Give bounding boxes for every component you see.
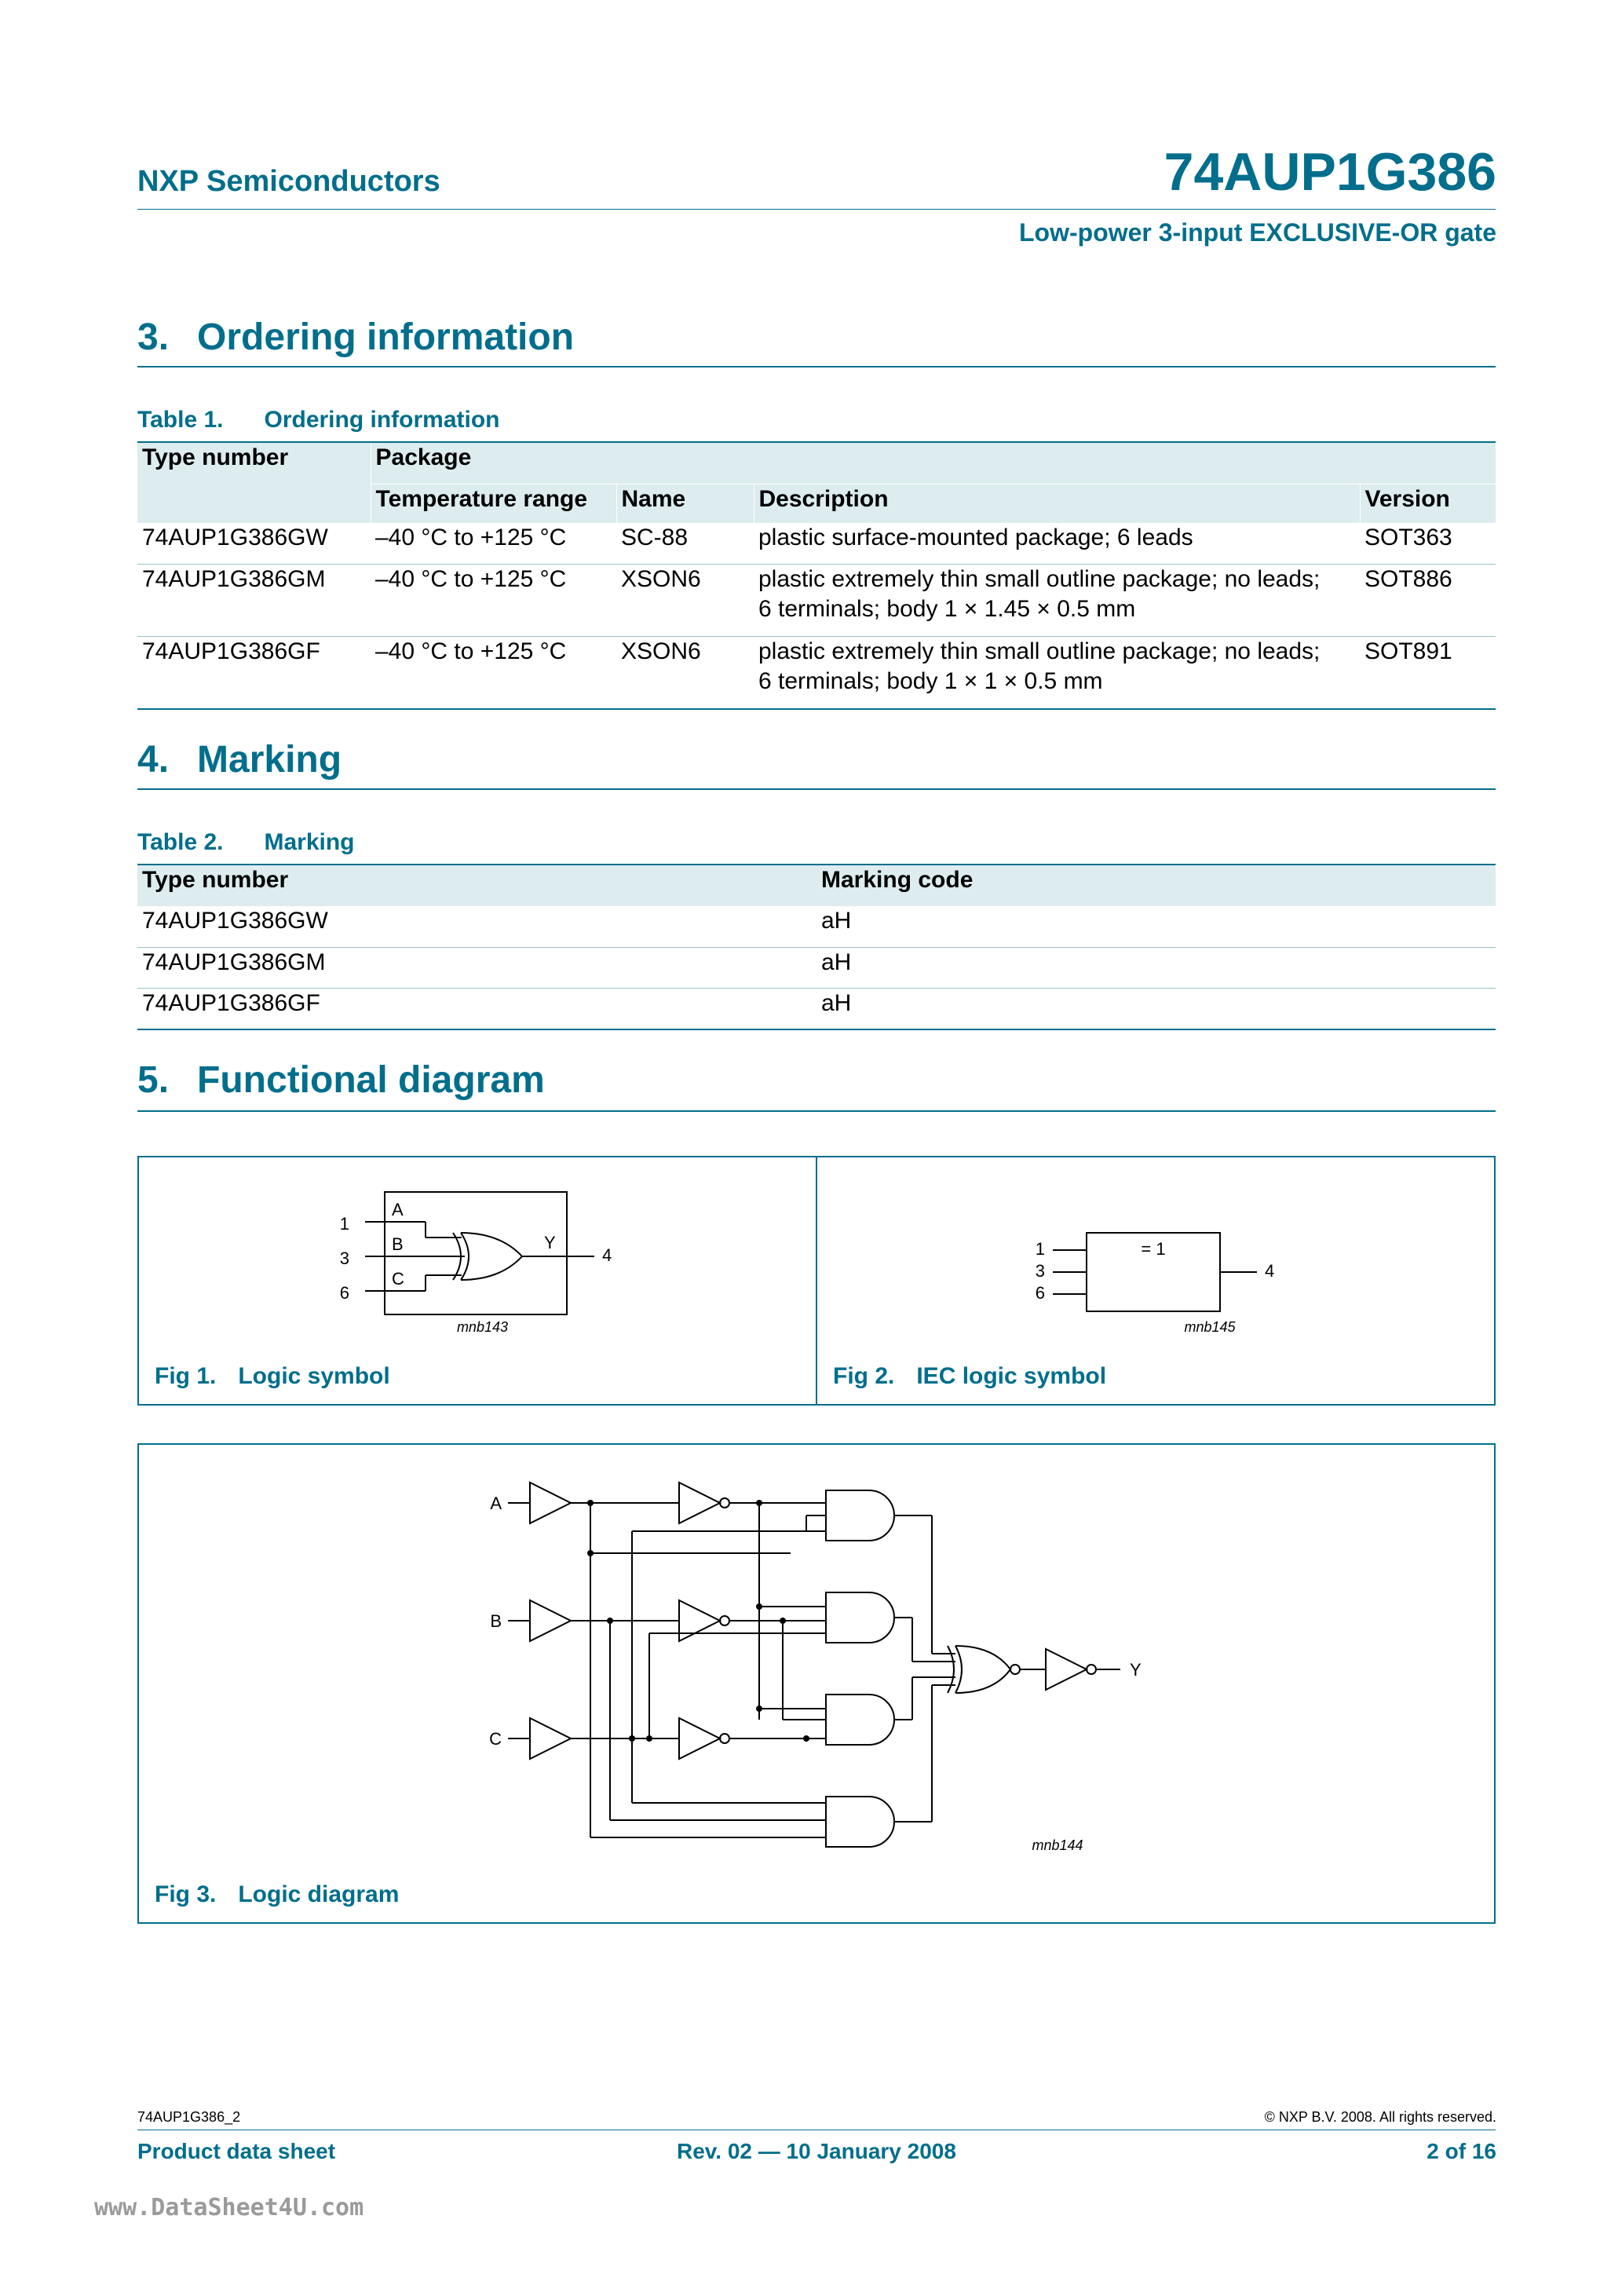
section-3-title: Ordering information	[197, 316, 575, 358]
fig1-pin-4: 4	[602, 1245, 612, 1265]
company-name: NXP Semiconductors	[137, 165, 440, 198]
table-row	[137, 947, 1496, 988]
fig1-drawing-code: mnb143	[456, 1319, 508, 1335]
figure-2-title: IEC logic symbol	[916, 1363, 1107, 1389]
table-1-bottom-rule	[137, 708, 1496, 710]
figure-1-caption	[155, 1363, 390, 1390]
document-subtitle: Low-power 3-input EXCLUSIVE-OR gate	[1018, 218, 1496, 247]
fig2-pin-3: 3	[1035, 1261, 1045, 1281]
fig3-drawing-code: mnb144	[1032, 1837, 1083, 1853]
temperature-range: –40 °C to +125 °C	[375, 638, 567, 664]
type-number: 74AUP1G386GW	[142, 525, 328, 550]
section-3-heading	[137, 316, 574, 359]
table-1-label: Table 1.	[137, 407, 224, 433]
temperature-range: –40 °C to +125 °C	[375, 525, 567, 550]
fig1-pin-1: 1	[339, 1214, 349, 1234]
fig3-output-y: Y	[1130, 1660, 1142, 1680]
section-4-heading	[137, 738, 342, 781]
figure-2-panel	[816, 1156, 1496, 1406]
fig3-input-c: C	[489, 1729, 502, 1749]
fig3-input-b: B	[490, 1611, 502, 1631]
fig3-input-a: A	[490, 1493, 502, 1513]
section-3-rule	[137, 366, 1496, 367]
section-5-rule	[137, 1110, 1496, 1112]
package-name: SC-88	[621, 525, 689, 550]
package-description: plastic surface-mounted package; 6 leads	[758, 525, 1193, 550]
table-1-title: Ordering information	[264, 407, 500, 433]
marking-code: aH	[821, 908, 852, 934]
section-5-number: 5.	[137, 1059, 170, 1101]
marking-table	[137, 865, 1496, 1029]
watermark: www.DataSheet4U.com	[94, 2194, 364, 2221]
figure-1-panel	[137, 1156, 817, 1406]
table-2-caption	[137, 829, 355, 856]
type-number: 74AUP1G386GM	[142, 949, 326, 975]
fig1-pin-6: 6	[339, 1283, 349, 1303]
fig2-qualifier: = 1	[1141, 1239, 1166, 1259]
logic-symbol-diagram	[139, 1157, 816, 1346]
copyright-notice: © NXP B.V. 2008. All rights reserved.	[1264, 2109, 1496, 2125]
type-number: 74AUP1G386GF	[142, 638, 320, 664]
fig2-pin-4: 4	[1265, 1261, 1275, 1281]
fig1-input-b: B	[392, 1234, 404, 1254]
package-version: SOT886	[1364, 565, 1452, 592]
package-description-line-1: plastic extremely thin small outline package; no leads;	[758, 565, 1321, 592]
type-number: 74AUP1G386GW	[142, 908, 328, 934]
ordering-table	[137, 443, 1496, 707]
figure-1-label: Fig 1.	[155, 1363, 217, 1389]
col-temperature-range: Temperature range	[371, 484, 616, 523]
fig2-pin-1: 1	[1035, 1239, 1045, 1259]
table-2-bottom-rule	[137, 1029, 1496, 1030]
package-description	[754, 636, 1360, 707]
fig2-drawing-code: mnb145	[1184, 1319, 1236, 1335]
fig2-pin-6: 6	[1035, 1283, 1045, 1303]
table-1-caption	[137, 407, 499, 433]
table-row	[137, 636, 1496, 707]
section-4-number: 4.	[137, 739, 170, 781]
figure-3-caption	[155, 1881, 399, 1908]
col-type-number: Type number	[137, 865, 816, 906]
package-name: XSON6	[621, 565, 701, 592]
fig1-output-y: Y	[544, 1233, 556, 1252]
document-type: Product data sheet	[137, 2139, 336, 2163]
marking-code: aH	[821, 989, 852, 1016]
package-version: SOT363	[1364, 525, 1452, 550]
table-2-label: Table 2.	[137, 829, 224, 855]
figure-3-title: Logic diagram	[238, 1881, 400, 1907]
package-description-line-2: 6 terminals; body 1 × 1.45 × 0.5 mm	[758, 595, 1136, 622]
section-4-title: Marking	[197, 739, 342, 781]
section-4-rule	[137, 788, 1496, 790]
type-number: 74AUP1G386GF	[142, 989, 320, 1016]
iec-logic-symbol-diagram	[817, 1157, 1494, 1346]
package-description-line-2: 6 terminals; body 1 × 1 × 0.5 mm	[758, 667, 1103, 694]
table-row	[137, 988, 1496, 1029]
revision-date: Rev. 02 — 10 January 2008	[677, 2139, 956, 2163]
part-number: 74AUP1G386	[1164, 142, 1496, 202]
section-5-title: Functional diagram	[197, 1059, 545, 1101]
fig1-pin-3: 3	[339, 1249, 349, 1268]
figure-2-label: Fig 2.	[833, 1363, 895, 1389]
table-row	[137, 564, 1496, 636]
package-name: XSON6	[621, 638, 701, 664]
marking-code: aH	[821, 949, 852, 975]
fig1-input-c: C	[392, 1269, 404, 1289]
figure-3-panel	[137, 1443, 1496, 1924]
col-name: Name	[616, 484, 754, 523]
col-marking-code: Marking code	[816, 865, 1496, 906]
temperature-range: –40 °C to +125 °C	[375, 565, 567, 592]
col-description: Description	[754, 484, 1360, 523]
document-id: 74AUP1G386_2	[137, 2109, 241, 2125]
package-description-line-1: plastic extremely thin small outline package; no leads;	[758, 638, 1321, 664]
package-description	[754, 564, 1360, 636]
col-type-number: Type number	[137, 443, 371, 484]
figure-3-label: Fig 3.	[155, 1881, 217, 1907]
section-3-number: 3.	[137, 316, 170, 358]
table-row	[137, 906, 1496, 947]
fig1-input-a: A	[392, 1200, 404, 1219]
figure-2-caption	[833, 1363, 1106, 1390]
logic-diagram	[139, 1445, 1494, 1869]
section-5-heading	[137, 1058, 545, 1102]
table-2-title: Marking	[264, 829, 355, 855]
package-version: SOT891	[1364, 638, 1452, 664]
symbol-outline	[385, 1192, 567, 1314]
col-version: Version	[1360, 484, 1496, 523]
page-number: 2 of 16	[1427, 2139, 1496, 2163]
figure-1-title: Logic symbol	[238, 1363, 390, 1389]
col-package: Package	[371, 443, 1496, 484]
type-number: 74AUP1G386GM	[142, 565, 326, 592]
header-rule	[137, 209, 1496, 210]
table-row	[137, 523, 1496, 564]
